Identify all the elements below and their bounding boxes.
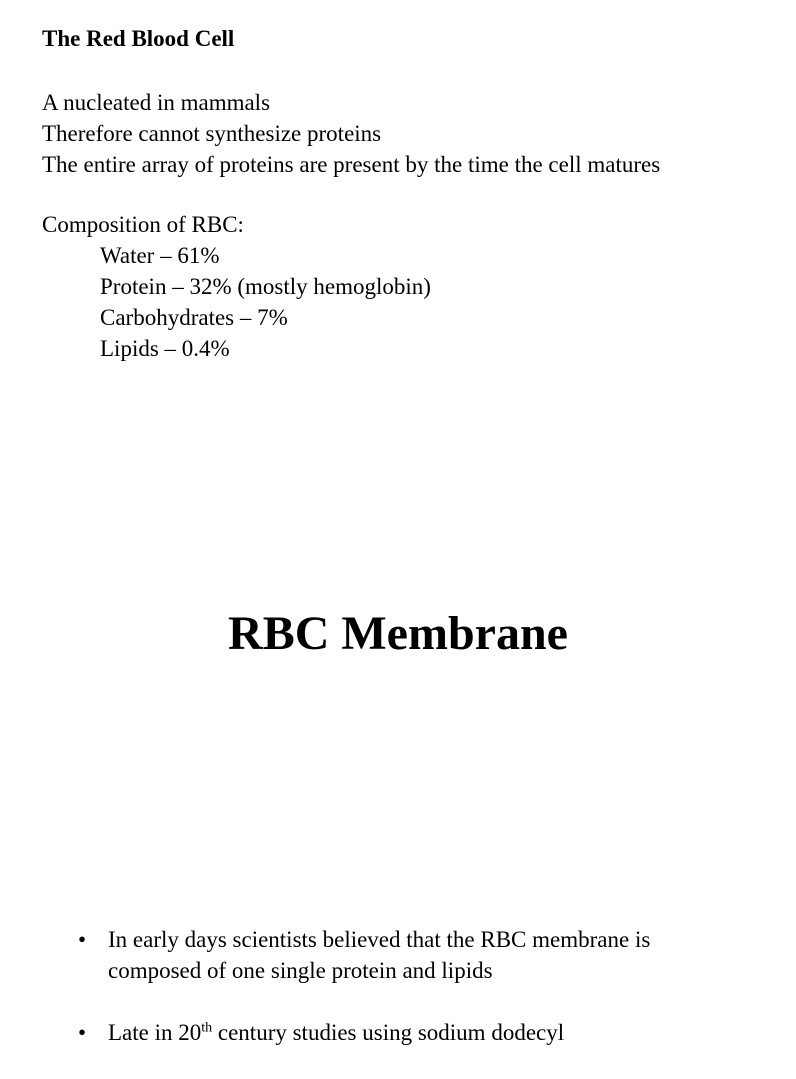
bullet-item [78,1017,748,1048]
composition-item: Protein – 32% (mostly hemoglobin) [100,274,431,299]
composition-item: Water – 61% [100,243,220,268]
slide-title: RBC Membrane [228,607,568,660]
intro-lines [42,87,660,180]
composition-item: Lipids – 0.4% [100,336,230,361]
bullet-icon: • [78,927,87,952]
intro-line: Therefore cannot synthesize proteins [42,121,382,146]
bullet-item [78,924,748,986]
intro-line: A nucleated in mammals [42,90,271,115]
intro-line: The entire array of proteins are present by the time the cell matures [42,152,661,177]
section-heading: The Red Blood Cell [42,26,235,51]
composition-label: Composition of RBC: [42,212,244,237]
bullet-text: Late in 20 [108,1020,202,1045]
bullet-text: In early days scientists believed that the RBC membrane is composed of one single protein and lipids [108,927,651,983]
composition-block [42,209,431,364]
bullet-list [78,924,748,1079]
bullet-icon: • [78,1020,87,1045]
composition-item: Carbohydrates – 7% [100,305,288,330]
bullet-text-cont: century studies using sodium dodecyl [217,1020,565,1045]
superscript: th [201,1020,213,1036]
